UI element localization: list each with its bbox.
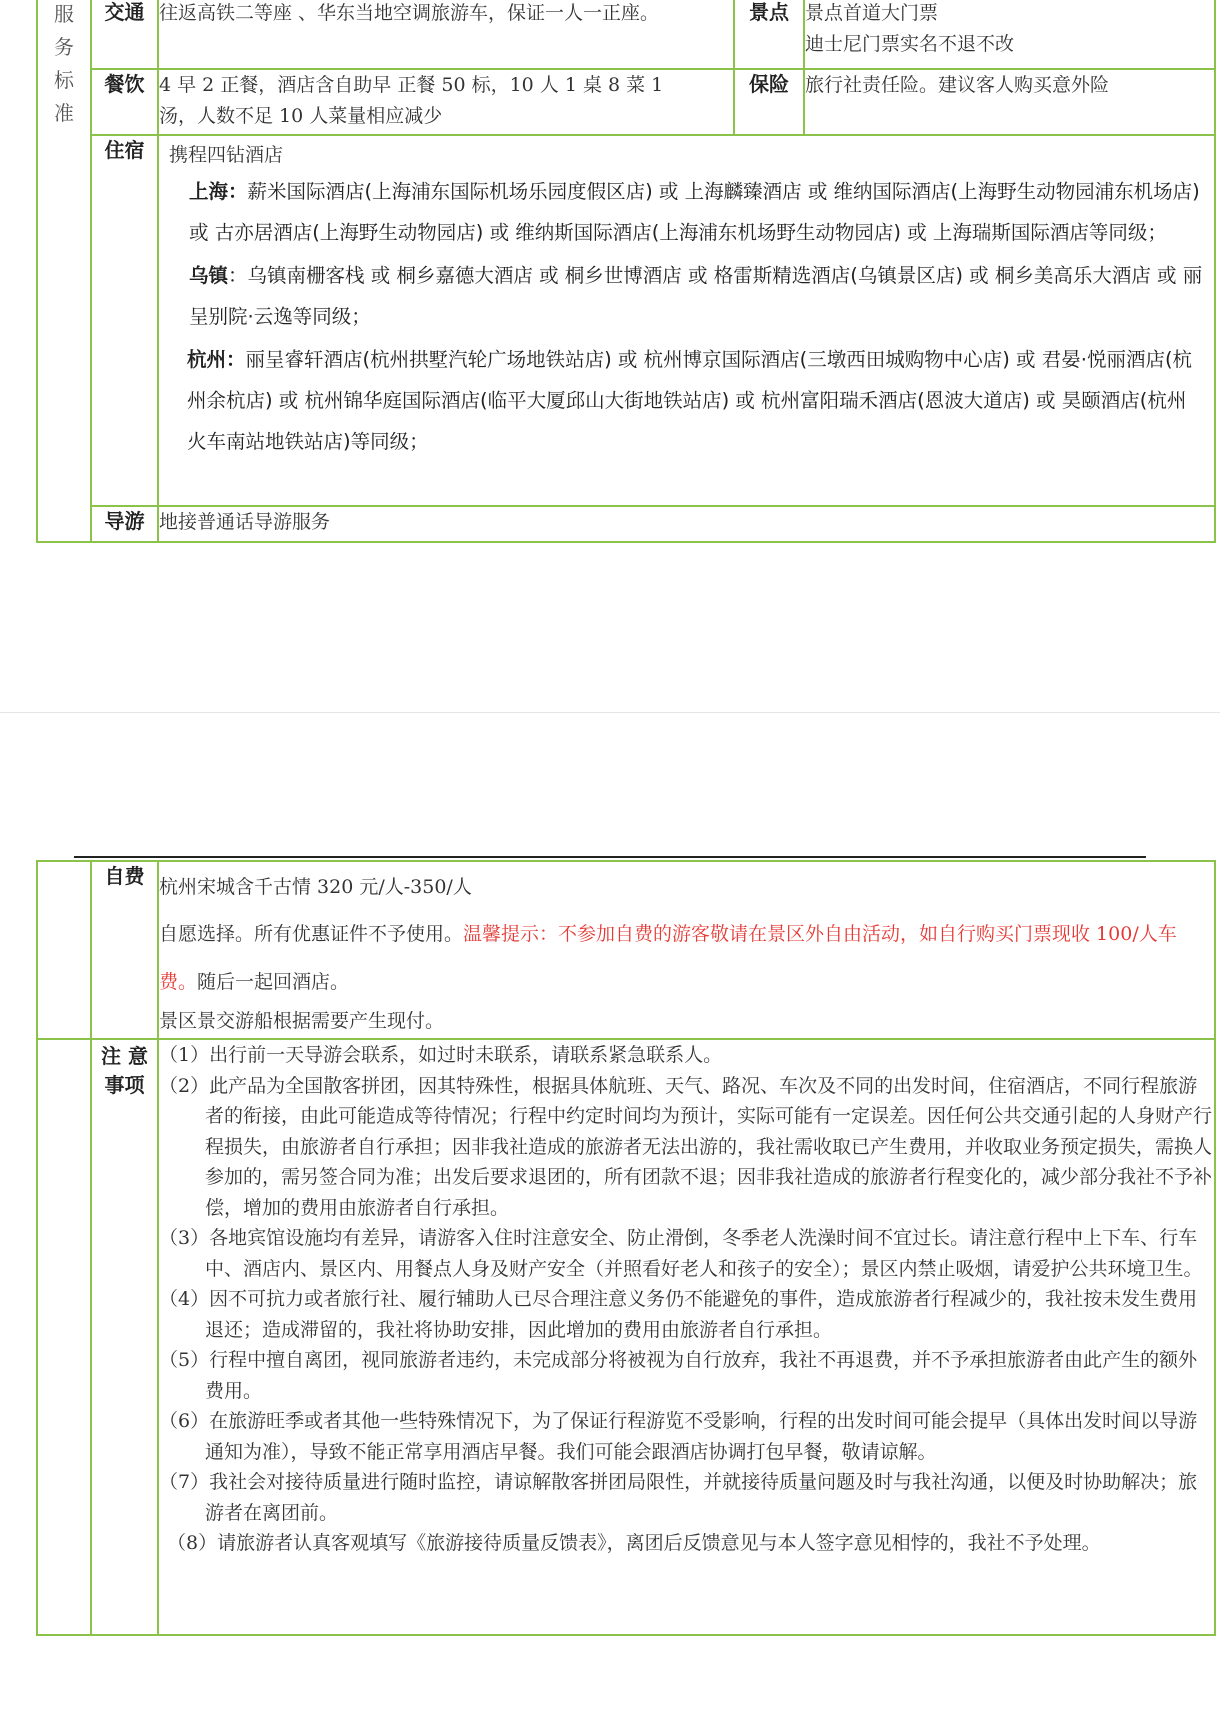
notes-table bbox=[36, 860, 1216, 1636]
guide-value: 地接普通话导游服务 bbox=[158, 506, 1215, 542]
lodging-label: 住宿 bbox=[91, 135, 158, 506]
note-item-8: （8）请旅游者认真客观填写《旅游接待质量反馈表》，离团后反馈意见与本人签字意见相悖的，我社不予处理。 bbox=[167, 1532, 1101, 1554]
scenic-label: 景点 bbox=[734, 0, 804, 69]
note-item-5: （5）行程中擅自离团，视同旅游者违约，未完成部分将被视为自行放弃，我社不再退费，并不予承担旅游者由此产生的额外费用。 bbox=[159, 1349, 1198, 1402]
city-name-hangzhou: 杭州： bbox=[187, 348, 246, 371]
lodging-city-shanghai: 上海：薪米国际酒店(上海浦东国际机场乐园度假区店) 或 上海麟臻酒店 或 维纳国际酒店(上海野生动物园浦东机场店) 或 古亦居酒店(上海野生动物园店) 或 维纳斯国际酒店(上海浦东机场野生动物园店) 或 上海瑞斯国际酒店等同级； bbox=[189, 180, 1200, 244]
note-item-4: （4）因不可抗力或者旅行社、履行辅助人已尽合理注意义务仍不能避免的事件，造成旅游者行程减少的，我社按未发生费用退还；造成滞留的，我社将协助安排，因此增加的费用由旅游者自行承担。 bbox=[159, 1288, 1198, 1341]
note-item-7: （7）我社会对接待质量进行随时监控，请谅解散客拼团局限性，并就接待质量问题及时与我社沟通，以便及时协助解决；旅游者在离团前。 bbox=[159, 1471, 1198, 1524]
document-page-1 bbox=[0, 0, 1220, 712]
self-pay-label: 自费 bbox=[91, 861, 158, 1039]
service-standard-table bbox=[36, 0, 1216, 543]
header-rule bbox=[74, 856, 1146, 858]
empty-section-cell-2 bbox=[37, 1039, 91, 1635]
city-name-wuzhen: 乌镇 bbox=[189, 264, 229, 287]
self-pay-notice: 自愿选择。所有优惠证件不予使用。温馨提示：不参加自费的游客敬请在景区外自由活动，如自行购买门票现收 100/人车费。随后一起回酒店。 bbox=[159, 923, 1177, 993]
empty-section-cell bbox=[37, 861, 91, 1039]
scenic-value: 景点首道大门票 迪士尼门票实名不退不改 bbox=[804, 0, 1215, 69]
transport-value: 往返高铁二等座 、华东当地空调旅游车，保证一人一正座。 bbox=[158, 0, 734, 69]
city-name-shanghai: 上海： bbox=[189, 180, 248, 203]
note-item-2: （2）此产品为全国散客拼团，因其特殊性，根据具体航班、天气、路况、车次及不同的出发时间，住宿酒店，不同行程旅游者的衔接，由此可能造成等待情况；行程中约定时间均为预计，实际可能有一定误差。因任何公共交通引起的人身财产行程损失，由旅游者自行承担；因非我社造成的旅游者无法出游的，我社需收取已产生费用，并收取业务预定损失，需换人参加的，需另签合同为准；出发后要求退团的，所有团款不退；因非我社造成的旅游者行程变化的，减少部分我社不予补偿，增加的费用由旅游者自行承担。 bbox=[159, 1074, 1213, 1219]
lodging-city-wuzhen: 乌镇：乌镇南栅客栈 或 桐乡嘉德大酒店 或 桐乡世博酒店 或 格雷斯精选酒店(乌镇景区店) 或 桐乡美高乐大酒店 或 丽呈别院·云逸等同级； bbox=[189, 264, 1203, 328]
lodging-intro: 携程四钻酒店 bbox=[169, 144, 284, 166]
dining-label: 餐饮 bbox=[91, 69, 158, 135]
section-label-service-standard: 服 务 标 准 bbox=[37, 0, 91, 542]
notes-label: 注 意 事项 bbox=[91, 1039, 158, 1635]
insurance-label: 保险 bbox=[734, 69, 804, 135]
note-item-3: （3）各地宾馆设施均有差异，请游客入住时注意安全、防止滑倒，冬季老人洗澡时间不宜过长。请注意行程中上下车、行车中、酒店内、景区内、用餐点人身及财产安全（并照看好老人和孩子的安全）；景区内禁止吸烟，请爱护公共环境卫生。 bbox=[159, 1227, 1203, 1280]
note-item-6: （6）在旅游旺季或者其他一些特殊情况下，为了保证行程游览不受影响，行程的出发时间可能会提早（具体出发时间以导游通知为准），导致不能正常享用酒店早餐。我们可能会跟酒店协调打包早餐，敬请谅解。 bbox=[159, 1410, 1198, 1463]
document-page-2 bbox=[0, 712, 1220, 1719]
self-pay-value: 杭州宋城含千古情 320 元/人-350/人 自愿选择。所有优惠证件不予使用。温馨提示：不参加自费的游客敬请在景区外自由活动，如自行购买门票现收 100/人车费。随后一起回酒店。 景区景交游船根据需要产生现付。 bbox=[158, 861, 1215, 1039]
insurance-value: 旅行社责任险。建议客人购买意外险 bbox=[804, 69, 1215, 135]
lodging-city-hangzhou: 杭州：丽呈睿轩酒店(杭州拱墅汽轮广场地铁站店) 或 杭州博京国际酒店(三墩西田城购物中心店) 或 君晏·悦丽酒店(杭州余杭店) 或 杭州锦华庭国际酒店(临平大厦邱山大街地铁站店) 或 杭州富阳瑞禾酒店(恩波大道店) 或 昊颐酒店(杭州火车南站地铁站店)等同级； bbox=[187, 348, 1193, 453]
note-item-1: （1）出行前一天导游会联系，如过时未联系，请联系紧急联系人。 bbox=[159, 1044, 723, 1066]
dining-value: 4 早 2 正餐，酒店含自助早 正餐 50 标，10 人 1 桌 8 菜 1 汤，人数不足 10 人菜量相应减少 bbox=[158, 69, 734, 135]
transport-label: 交通 bbox=[91, 0, 158, 69]
guide-label: 导游 bbox=[91, 506, 158, 542]
self-pay-warm-tip: 温馨提示：不参加自费的游客敬请在景区外自由活动，如自行购买门票现收 100/人车费。 bbox=[159, 923, 1177, 993]
notes-list bbox=[158, 1039, 1215, 1635]
lodging-value bbox=[158, 135, 1215, 506]
